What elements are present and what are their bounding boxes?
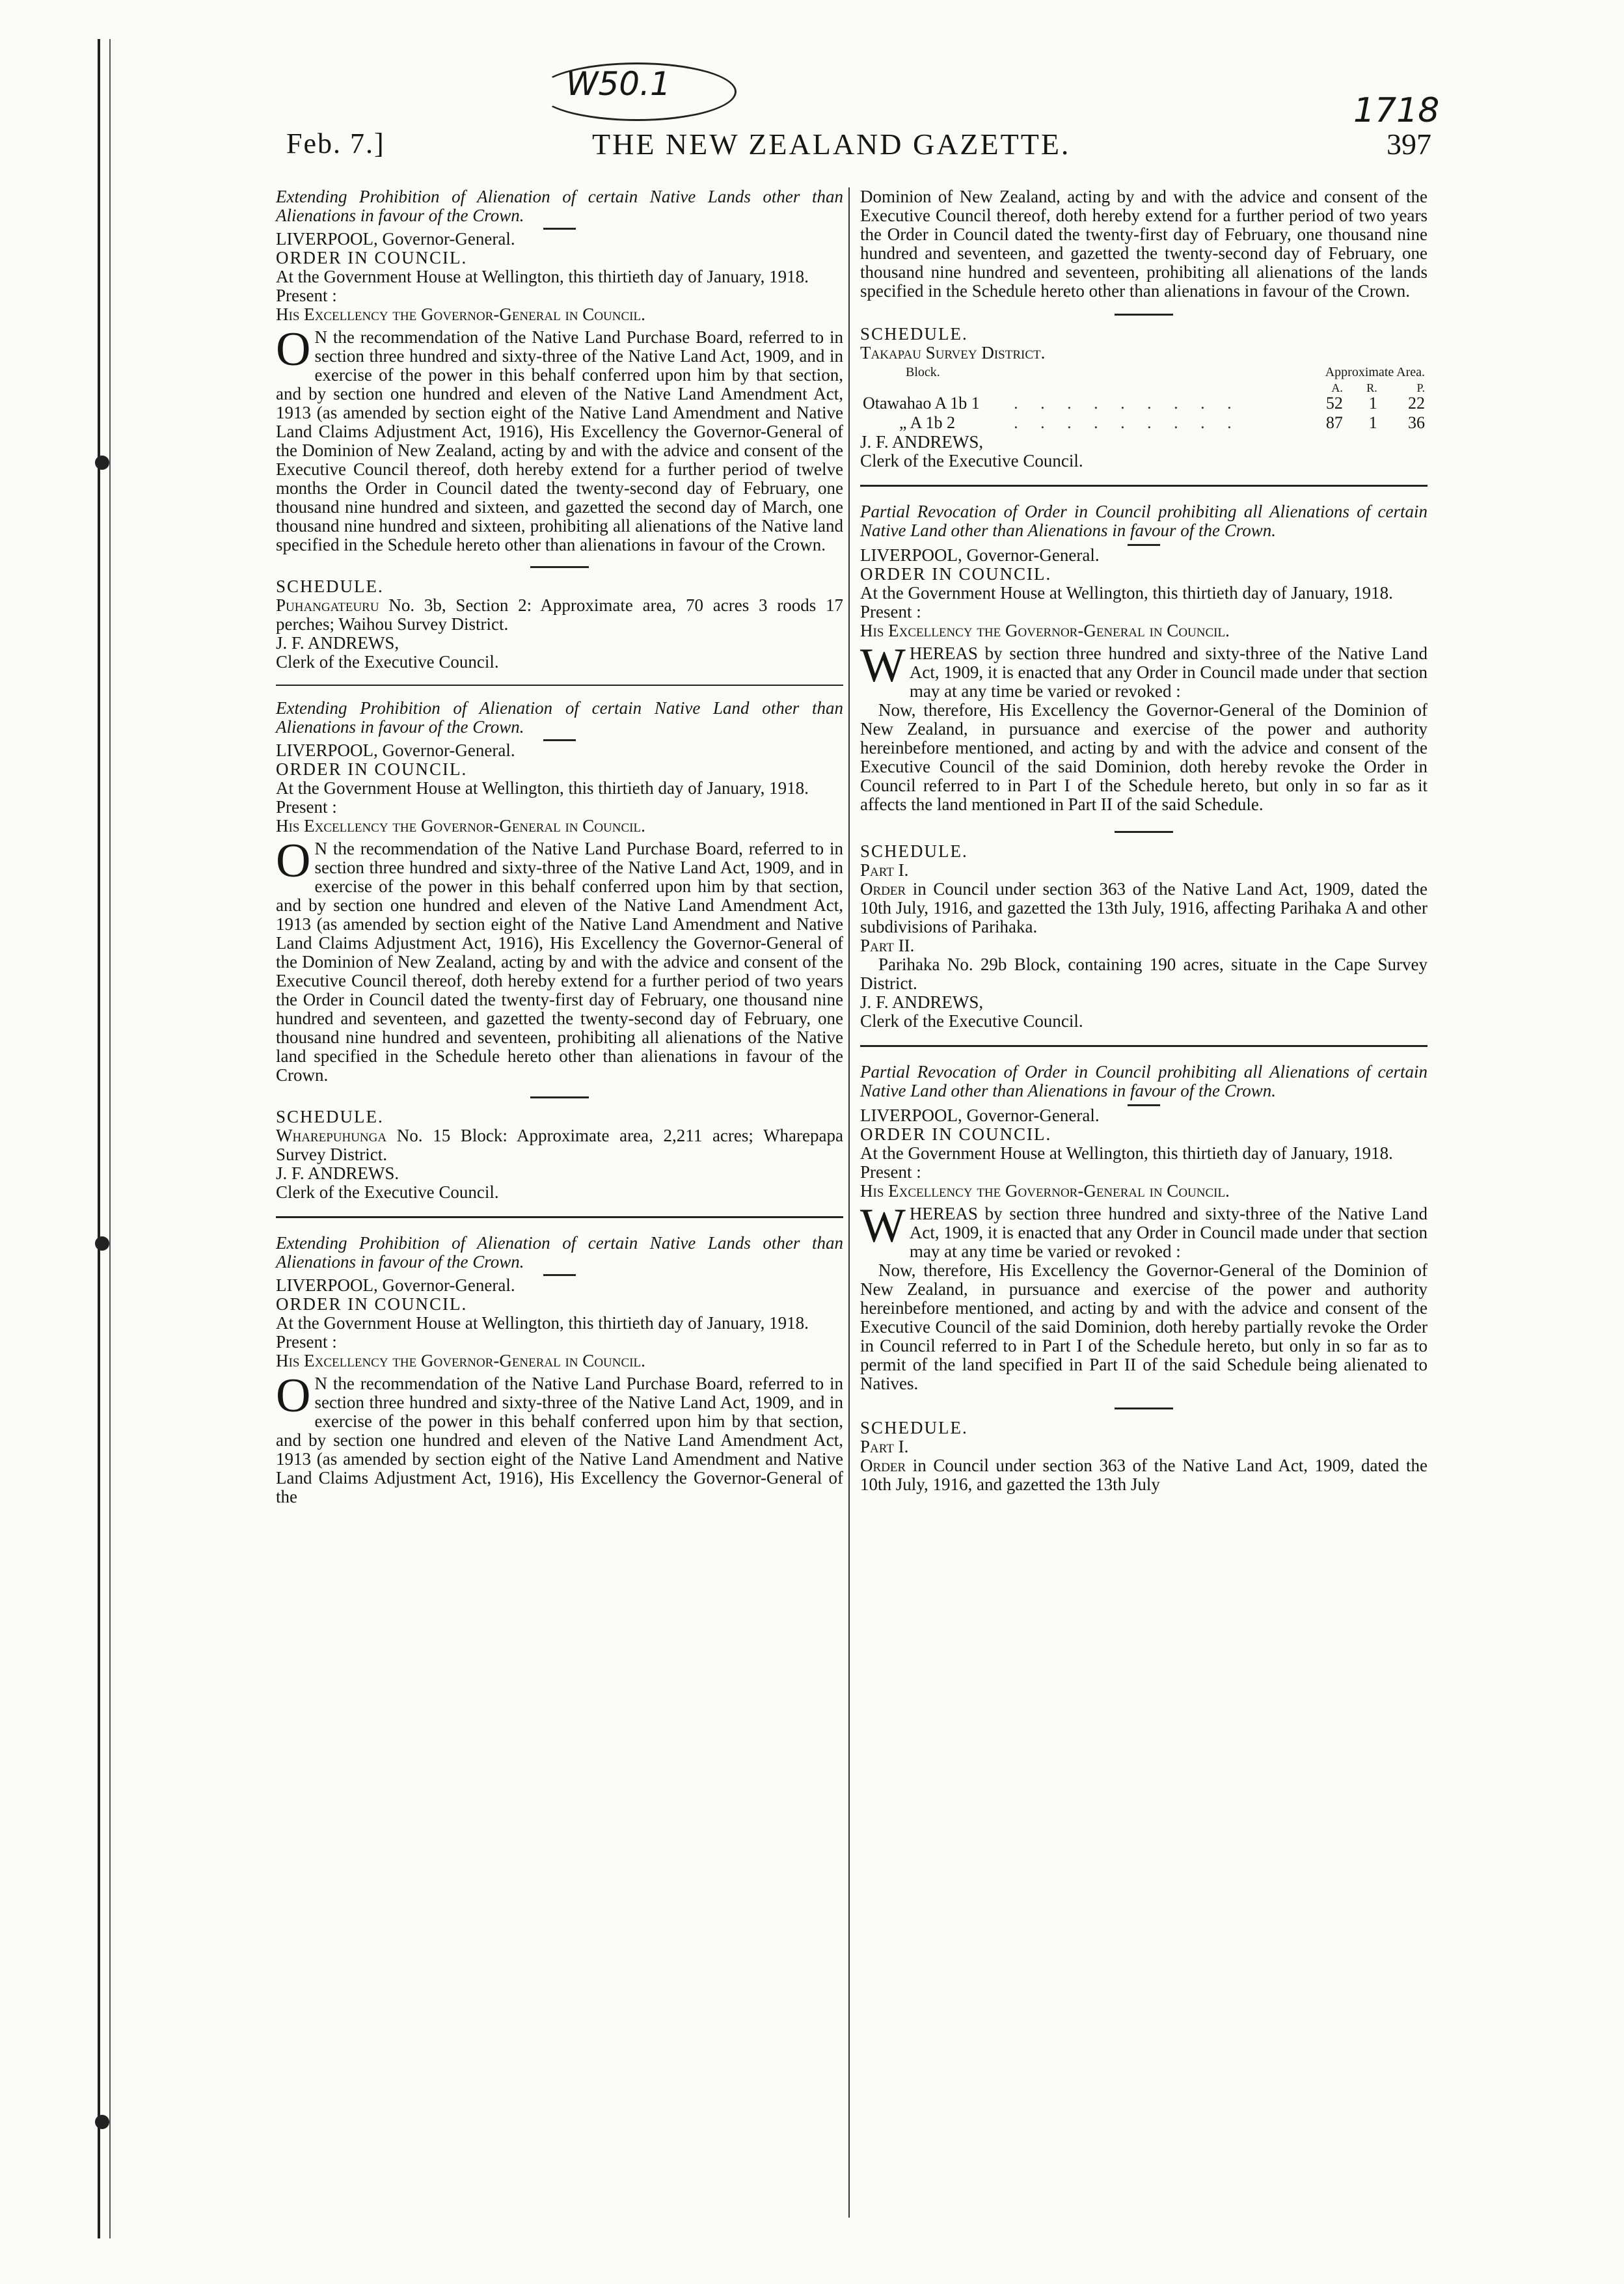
notice-body: [860, 639, 1428, 701]
binding-hole: [95, 455, 109, 470]
survey-district: Takapau Survey District.: [860, 343, 1046, 362]
excellency-line: His Excellency the Governor-General in Council.: [860, 1181, 1230, 1201]
signature-name: J. F. ANDREWS.: [276, 1163, 399, 1183]
signature-title: Clerk of the Executive Council.: [276, 652, 499, 672]
present-label: Present :: [276, 797, 337, 817]
notice-body: [276, 834, 843, 1085]
schedule-entry: Parihaka No. 29b Block, containing 190 acres, situate in the Cape Survey District.: [860, 955, 1428, 993]
schedule-title: SCHEDULE.: [860, 841, 968, 861]
notice-heading: Extending Prohibition of Alienation of certain Native Land other than Alienations in favour of the Crown.: [276, 698, 843, 737]
schedule-text: in Council under section 363 of the Native Land Act, 1909, dated the 10th July, 1916, and gazetted the 13th July: [860, 1456, 1428, 1494]
notice-5: [860, 1063, 1428, 1494]
notice-heading: Extending Prohibition of Alienation of certain Native Lands other than Alienations in favour of the Crown.: [276, 1233, 843, 1271]
notice-body: [276, 1369, 843, 1506]
schedule-lead: Wharepuhunga: [276, 1126, 387, 1145]
binding-hole: [95, 1236, 109, 1251]
table-row: [860, 413, 1428, 433]
signature-name: J. F. ANDREWS,: [276, 633, 399, 653]
body-text: N the recommendation of the Native Land Purchase Board, referred to in section three hundred and sixty-three of the Native Land Act, 1909, and in exercise of the power in this behalf conferred upon him by that section, and by section one hundred and eleven of the Native Land Amendment Act, 1913 (as amended by section eight of the Native Land Amendment and Native Land Claims Adjustment Act, 1916), His Excellency the Governor-General of the Dominion of New Zealand, acting by and with the advice and consent of the Executive Council thereof, doth hereby extend for a further period of two years the Order in Council dated the twenty-first day of February, one thousand nine hundred and seventeen, and gazetted the twenty-second day of February, one thousand nine hundred and seventeen, prohibiting all alienations of the Native land specified in the Schedule hereto other than alienations in favour of the Crown.: [276, 839, 843, 1085]
divider: [530, 1096, 589, 1098]
header-date: Feb. 7.]: [286, 128, 385, 159]
handwritten-stamp: W50.1: [566, 65, 671, 103]
notice-body: [276, 323, 843, 554]
area-acres: 52: [1325, 394, 1343, 413]
schedule-table: [860, 362, 1428, 433]
header-title: THE NEW ZEALAND GAZETTE.: [592, 128, 1071, 161]
schedule-text: in Council under section 363 of the Native Land Act, 1909, dated the 10th July, 1916, and gazetted the 13th July, 1916, affecting Parihaka A and other subdivisions of Parihaka.: [860, 879, 1428, 936]
divider: [1115, 831, 1173, 833]
notice-2: [276, 699, 843, 1202]
body-text: N the recommendation of the Native Land Purchase Board, referred to in section three hundred and sixty-three of the Native Land Act, 1909, and in exercise of the power in this behalf conferred upon him by that section, and by section one hundred and eleven of the Native Land Amendment Act, 1913 (as amended by section eight of the Native Land Amendment and Native Land Claims Adjustment Act, 1916), His Excellency the Governor-General of the: [276, 1374, 843, 1506]
schedule-lead: Order: [860, 1456, 906, 1475]
signature-title: Clerk of the Executive Council.: [860, 1011, 1083, 1031]
signature-name: J. F. ANDREWS,: [860, 432, 984, 452]
area-roods: 1: [1368, 413, 1377, 432]
schedule-title: SCHEDULE.: [860, 324, 968, 344]
section-rule: [860, 485, 1428, 487]
signature-title: Clerk of the Executive Council.: [860, 451, 1083, 470]
notice-heading: Partial Revocation of Order in Council prohibiting all Alienations of certain Native Land other than Alienations in favour of the Crown.: [860, 1062, 1428, 1100]
schedule-entry: [276, 1126, 843, 1164]
column-divider: [848, 187, 850, 2218]
drop-cap: O: [276, 1369, 311, 1422]
area-acres: 87: [1325, 413, 1343, 432]
binding-hole: [95, 2115, 109, 2129]
divider: [1115, 1407, 1173, 1409]
left-column: [276, 187, 843, 1506]
schedule-text: No. 3b, Section 2: Approximate area, 70 acres 3 roods 17 perches; Waihou Survey District.: [276, 595, 843, 634]
place-date: At the Government House at Wellington, this thirtieth day of January, 1918.: [276, 778, 809, 798]
area-perches: 22: [1408, 394, 1425, 413]
governor-line: LIVERPOOL, Governor-General.: [276, 1275, 515, 1295]
col-header-area: Approximate Area.: [1325, 365, 1425, 379]
signature-title: Clerk of the Executive Council.: [276, 1182, 499, 1202]
body-text: Dominion of New Zealand, acting by and with the advice and consent of the Executive Council thereof, doth hereby extend for a further period of two years the Order in Council dated the twenty-first day of February, one thousand nine hundred and seventeen, and gazetted the twenty-second day of February, one thousand nine hundred and seventeen, prohibiting all alienations of the lands specified in the Schedule hereto other than alienations in favour of the Crown.: [860, 187, 1428, 301]
col-header-roods: R.: [1366, 381, 1377, 394]
col-header-perches: P.: [1416, 381, 1425, 394]
notice-heading: Partial Revocation of Order in Council prohibiting all Alienations of certain Native Land other than Alienations in favour of the Crown.: [860, 502, 1428, 540]
place-date: At the Government House at Wellington, this thirtieth day of January, 1918.: [276, 1313, 809, 1333]
schedule-part: Part II.: [860, 936, 915, 955]
present-label: Present :: [276, 286, 337, 305]
order-in-council-title: ORDER IN COUNCIL.: [860, 564, 1052, 584]
order-in-council-title: ORDER IN COUNCIL.: [860, 1124, 1052, 1144]
schedule-entry: [276, 596, 843, 634]
drop-cap: W: [860, 639, 906, 692]
schedule-part: Part I.: [860, 860, 909, 880]
body-text: Now, therefore, His Excellency the Governor-General of the Dominion of New Zealand, in pursuance and exercise of the power and authority hereinbefore mentioned, and acting by and with the advice and consent of the Executive Council of the said Dominion, doth hereby revoke the Order in Council referred to in Part I of the Schedule hereto, but only in so far as it affects the land mentioned in Part II of the said Schedule.: [860, 700, 1428, 814]
drop-cap: O: [276, 834, 311, 888]
area-roods: 1: [1368, 394, 1377, 413]
body-text: HEREAS by section three hundred and sixty-three of the Native Land Act, 1909, it is enacted that any Order in Council made under that section may at any time be varied or revoked :: [909, 644, 1428, 701]
governor-line: LIVERPOOL, Governor-General.: [276, 229, 515, 249]
schedule-title: SCHEDULE.: [276, 1107, 384, 1126]
schedule-part: Part I.: [860, 1437, 909, 1456]
schedule-text: No. 15 Block: Approximate area, 2,211 acres; Wharepapa Survey District.: [276, 1126, 843, 1164]
excellency-line: His Excellency the Governor-General in Council.: [276, 305, 645, 324]
notice-4: [860, 502, 1428, 1031]
schedule-title: SCHEDULE.: [276, 577, 384, 596]
governor-line: LIVERPOOL, Governor-General.: [860, 1106, 1100, 1125]
binding-edge: [98, 39, 111, 2238]
governor-line: LIVERPOOL, Governor-General.: [276, 741, 515, 760]
notice-heading: Extending Prohibition of Alienation of certain Native Lands other than Alienations in favour of the Crown.: [276, 187, 843, 225]
table-header-row: [860, 362, 1428, 382]
body-text: N the recommendation of the Native Land Purchase Board, referred to in section three hundred and sixty-three of the Native Land Act, 1909, and in exercise of the power in this behalf conferred upon him by that section, and by section one hundred and eleven of the Native Land Amendment Act, 1913 (as amended by section eight of the Native Land Amendment and Native Land Claims Adjustment Act, 1916), His Excellency the Governor-General of the Dominion of New Zealand, acting by and with the advice and consent of the Executive Council thereof, doth hereby extend for a further period of twelve months the Order in Council dated the twenty-second day of February, one thousand nine hundred and sixteen, and gazetted the second day of March, one thousand nine hundred and sixteen, prohibiting all alienations of the Native land specified in the Schedule hereto other than alienations in favour of the Crown.: [276, 327, 843, 554]
drop-cap: W: [860, 1199, 906, 1253]
section-rule: [860, 1045, 1428, 1047]
excellency-line: His Excellency the Governor-General in Council.: [860, 621, 1230, 640]
table-row: [860, 394, 1428, 413]
page-header: [286, 127, 1431, 166]
present-label: Present :: [860, 1162, 921, 1182]
schedule-title: SCHEDULE.: [860, 1418, 968, 1437]
leader-dots: . . . . . . . . .: [1014, 413, 1241, 432]
col-header-block: Block.: [906, 365, 940, 379]
area-perches: 36: [1408, 413, 1425, 432]
schedule-lead: Order: [860, 879, 906, 899]
order-in-council-title: ORDER IN COUNCIL.: [276, 248, 468, 267]
notice-3: [276, 1234, 843, 1506]
present-label: Present :: [860, 602, 921, 621]
place-date: At the Government House at Wellington, this thirtieth day of January, 1918.: [276, 267, 809, 286]
place-date: At the Government House at Wellington, this thirtieth day of January, 1918.: [860, 583, 1393, 603]
divider: [1115, 314, 1173, 316]
body-text: HEREAS by section three hundred and sixty-three of the Native Land Act, 1909, it is enacted that any Order in Council made under that section may at any time be varied or revoked :: [909, 1204, 1428, 1261]
table-subheader-row: [860, 382, 1428, 394]
present-label: Present :: [276, 1332, 337, 1352]
drop-cap: O: [276, 323, 311, 376]
body-text: Now, therefore, His Excellency the Governor-General of the Dominion of New Zealand, in pursuance and exercise of the power and authority hereinbefore mentioned, and acting by and with the advice and consent of the Executive Council of the said Dominion, doth hereby partially revoke the Order in Council referred to in Part I of the Schedule hereto, but only in so far as to permit of the land specified in Part II of the said Schedule being alienated to Natives.: [860, 1260, 1428, 1393]
handwritten-page-number: 1718: [1353, 91, 1440, 130]
col-header-acres: A.: [1331, 381, 1343, 394]
governor-line: LIVERPOOL, Governor-General.: [860, 545, 1100, 565]
right-column: [860, 187, 1428, 1494]
notice-body: [860, 1199, 1428, 1261]
excellency-line: His Excellency the Governor-General in Council.: [276, 816, 645, 836]
divider: [530, 566, 589, 568]
order-in-council-title: ORDER IN COUNCIL.: [276, 759, 468, 779]
excellency-line: His Excellency the Governor-General in Council.: [276, 1351, 645, 1370]
place-date: At the Government House at Wellington, this thirtieth day of January, 1918.: [860, 1143, 1393, 1163]
block-name: „ A 1b 2: [899, 413, 955, 432]
section-rule: [276, 1216, 843, 1218]
notice-1: [276, 187, 843, 672]
order-in-council-title: ORDER IN COUNCIL.: [276, 1294, 468, 1314]
notice-3-continued: [860, 187, 1428, 470]
signature-name: J. F. ANDREWS,: [860, 992, 984, 1012]
header-page-number: 397: [1387, 128, 1431, 161]
schedule-entry: [860, 1456, 1428, 1494]
schedule-lead: Puhangateuru: [276, 595, 379, 615]
block-name: Otawahao A 1b 1: [863, 394, 980, 413]
leader-dots: . . . . . . . . .: [1014, 394, 1241, 413]
section-rule: [276, 685, 843, 686]
schedule-entry: [860, 880, 1428, 936]
